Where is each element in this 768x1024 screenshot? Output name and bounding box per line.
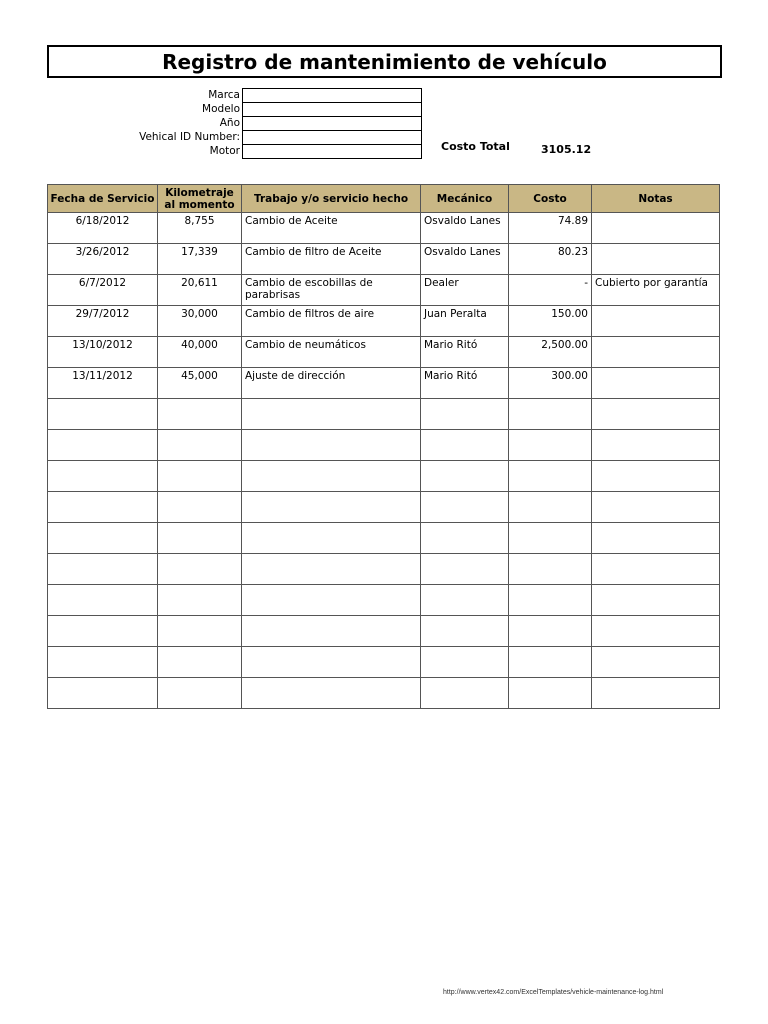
marca-field[interactable] bbox=[242, 88, 422, 103]
cell-kilometraje[interactable] bbox=[158, 616, 242, 647]
cell-kilometraje[interactable]: 20,611 bbox=[158, 275, 242, 306]
ano-label: Año bbox=[219, 117, 240, 129]
table-row bbox=[48, 461, 720, 492]
cell-costo[interactable] bbox=[509, 430, 592, 461]
cell-mecanico[interactable] bbox=[421, 678, 509, 709]
cell-kilometraje[interactable]: 45,000 bbox=[158, 368, 242, 399]
cell-costo[interactable]: 150.00 bbox=[509, 306, 592, 337]
cell-costo[interactable]: 74.89 bbox=[509, 213, 592, 244]
cell-trabajo[interactable] bbox=[242, 647, 421, 678]
cell-costo[interactable] bbox=[509, 616, 592, 647]
table-row bbox=[48, 275, 720, 306]
cell-fecha[interactable] bbox=[48, 492, 158, 523]
cell-notas[interactable] bbox=[592, 213, 720, 244]
cell-costo[interactable]: 2,500.00 bbox=[509, 337, 592, 368]
cell-costo[interactable] bbox=[509, 461, 592, 492]
vehicle-id-field[interactable] bbox=[242, 130, 422, 145]
header-mecanico: Mecánico bbox=[421, 185, 509, 213]
table-row bbox=[48, 585, 720, 616]
cell-kilometraje[interactable] bbox=[158, 430, 242, 461]
cell-fecha[interactable] bbox=[48, 554, 158, 585]
cell-fecha[interactable]: 13/11/2012 bbox=[48, 368, 158, 399]
motor-field[interactable] bbox=[242, 144, 422, 159]
modelo-label: Modelo bbox=[202, 103, 240, 115]
cell-mecanico[interactable]: Osvaldo Lanes bbox=[421, 244, 509, 275]
cell-fecha[interactable]: 6/18/2012 bbox=[48, 213, 158, 244]
header-fecha: Fecha de Servicio bbox=[48, 185, 158, 213]
cell-trabajo[interactable]: Cambio de filtro de Aceite bbox=[242, 244, 421, 275]
cell-costo[interactable]: 80.23 bbox=[509, 244, 592, 275]
ano-field[interactable] bbox=[242, 116, 422, 131]
cell-fecha[interactable] bbox=[48, 585, 158, 616]
costo-total-label: Costo Total bbox=[441, 140, 510, 153]
cell-kilometraje[interactable] bbox=[158, 647, 242, 678]
cell-mecanico[interactable]: Mario Ritó bbox=[421, 337, 509, 368]
cell-trabajo[interactable] bbox=[242, 492, 421, 523]
cell-kilometraje[interactable] bbox=[158, 523, 242, 554]
cell-trabajo[interactable]: Cambio de escobillas de parabrisas bbox=[242, 275, 421, 306]
cell-notas[interactable] bbox=[592, 306, 720, 337]
cell-mecanico[interactable] bbox=[421, 585, 509, 616]
table-row bbox=[48, 337, 720, 368]
cell-trabajo[interactable] bbox=[242, 430, 421, 461]
cell-notas[interactable] bbox=[592, 430, 720, 461]
cell-trabajo[interactable] bbox=[242, 554, 421, 585]
cell-kilometraje[interactable] bbox=[158, 678, 242, 709]
cell-notas[interactable] bbox=[592, 244, 720, 275]
cell-costo[interactable] bbox=[509, 492, 592, 523]
cell-notas[interactable] bbox=[592, 523, 720, 554]
cell-kilometraje[interactable]: 30,000 bbox=[158, 306, 242, 337]
cell-fecha[interactable]: 13/10/2012 bbox=[48, 337, 158, 368]
cell-mecanico[interactable] bbox=[421, 430, 509, 461]
cell-trabajo[interactable]: Ajuste de dirección bbox=[242, 368, 421, 399]
cell-costo[interactable]: 300.00 bbox=[509, 368, 592, 399]
cell-mecanico[interactable] bbox=[421, 554, 509, 585]
cell-mecanico[interactable] bbox=[421, 647, 509, 678]
cell-kilometraje[interactable]: 40,000 bbox=[158, 337, 242, 368]
maintenance-log-table bbox=[47, 184, 720, 709]
header-kilometraje: Kilometraje al momento bbox=[158, 185, 242, 213]
motor-label: Motor bbox=[209, 145, 240, 157]
cell-mecanico[interactable]: Mario Ritó bbox=[421, 368, 509, 399]
cell-notas[interactable]: Cubierto por garantía bbox=[592, 275, 720, 306]
table-row bbox=[48, 678, 720, 709]
cell-costo[interactable]: - bbox=[509, 275, 592, 306]
cell-fecha[interactable]: 6/7/2012 bbox=[48, 275, 158, 306]
table-body bbox=[48, 213, 720, 709]
cell-costo[interactable] bbox=[509, 585, 592, 616]
cell-kilometraje[interactable]: 17,339 bbox=[158, 244, 242, 275]
table-row bbox=[48, 244, 720, 275]
cell-costo[interactable] bbox=[509, 554, 592, 585]
cell-fecha[interactable] bbox=[48, 399, 158, 430]
cell-notas[interactable] bbox=[592, 678, 720, 709]
cell-kilometraje[interactable] bbox=[158, 461, 242, 492]
cell-fecha[interactable]: 29/7/2012 bbox=[48, 306, 158, 337]
cell-mecanico[interactable] bbox=[421, 492, 509, 523]
cell-mecanico[interactable] bbox=[421, 523, 509, 554]
table-row bbox=[48, 430, 720, 461]
cell-notas[interactable] bbox=[592, 492, 720, 523]
cell-fecha[interactable] bbox=[48, 678, 158, 709]
cell-costo[interactable] bbox=[509, 678, 592, 709]
cell-notas[interactable] bbox=[592, 616, 720, 647]
cell-kilometraje[interactable] bbox=[158, 554, 242, 585]
cell-trabajo[interactable] bbox=[242, 461, 421, 492]
cell-kilometraje[interactable] bbox=[158, 585, 242, 616]
header-notas: Notas bbox=[592, 185, 720, 213]
cell-fecha[interactable] bbox=[48, 647, 158, 678]
vehicle-id-label: Vehical ID Number: bbox=[139, 131, 240, 143]
cell-notas[interactable] bbox=[592, 399, 720, 430]
cell-trabajo[interactable]: Cambio de Aceite bbox=[242, 213, 421, 244]
table-row bbox=[48, 647, 720, 678]
cell-costo[interactable] bbox=[509, 399, 592, 430]
cell-trabajo[interactable] bbox=[242, 585, 421, 616]
cell-costo[interactable] bbox=[509, 523, 592, 554]
table-row bbox=[48, 616, 720, 647]
cell-fecha[interactable] bbox=[48, 523, 158, 554]
cell-trabajo[interactable] bbox=[242, 523, 421, 554]
table-row bbox=[48, 399, 720, 430]
cell-fecha[interactable] bbox=[48, 461, 158, 492]
header-costo: Costo bbox=[509, 185, 592, 213]
page-title: Registro de mantenimiento de vehículo bbox=[47, 45, 722, 78]
cell-trabajo[interactable] bbox=[242, 678, 421, 709]
cell-mecanico[interactable]: Osvaldo Lanes bbox=[421, 213, 509, 244]
cell-trabajo[interactable] bbox=[242, 399, 421, 430]
cell-fecha[interactable] bbox=[48, 616, 158, 647]
cell-trabajo[interactable]: Cambio de filtros de aire bbox=[242, 306, 421, 337]
table-row bbox=[48, 492, 720, 523]
table-row bbox=[48, 554, 720, 585]
table-row bbox=[48, 523, 720, 554]
footer-url: http://www.vertex42.com/ExcelTemplates/vehicle-maintenance-log.html bbox=[443, 989, 664, 996]
header-trabajo: Trabajo y/o servicio hecho bbox=[242, 185, 421, 213]
cell-kilometraje[interactable]: 8,755 bbox=[158, 213, 242, 244]
cell-kilometraje[interactable] bbox=[158, 492, 242, 523]
table-row bbox=[48, 306, 720, 337]
cell-notas[interactable] bbox=[592, 461, 720, 492]
cell-fecha[interactable] bbox=[48, 430, 158, 461]
cell-mecanico[interactable] bbox=[421, 399, 509, 430]
cell-notas[interactable] bbox=[592, 647, 720, 678]
marca-label: Marca bbox=[208, 89, 240, 101]
cell-fecha[interactable]: 3/26/2012 bbox=[48, 244, 158, 275]
cell-costo[interactable] bbox=[509, 647, 592, 678]
cell-notas[interactable] bbox=[592, 337, 720, 368]
cell-mecanico[interactable]: Juan Peralta bbox=[421, 306, 509, 337]
table-header-row bbox=[48, 185, 720, 213]
cell-mecanico[interactable]: Dealer bbox=[421, 275, 509, 306]
cell-mecanico[interactable] bbox=[421, 616, 509, 647]
table-row bbox=[48, 368, 720, 399]
cell-notas[interactable] bbox=[592, 368, 720, 399]
cell-trabajo[interactable] bbox=[242, 616, 421, 647]
modelo-field[interactable] bbox=[242, 102, 422, 117]
cell-kilometraje[interactable] bbox=[158, 399, 242, 430]
costo-total-value: 3105.12 bbox=[541, 143, 592, 156]
cell-notas[interactable] bbox=[592, 554, 720, 585]
table-row bbox=[48, 213, 720, 244]
cell-notas[interactable] bbox=[592, 585, 720, 616]
cell-trabajo[interactable]: Cambio de neumáticos bbox=[242, 337, 421, 368]
cell-mecanico[interactable] bbox=[421, 461, 509, 492]
